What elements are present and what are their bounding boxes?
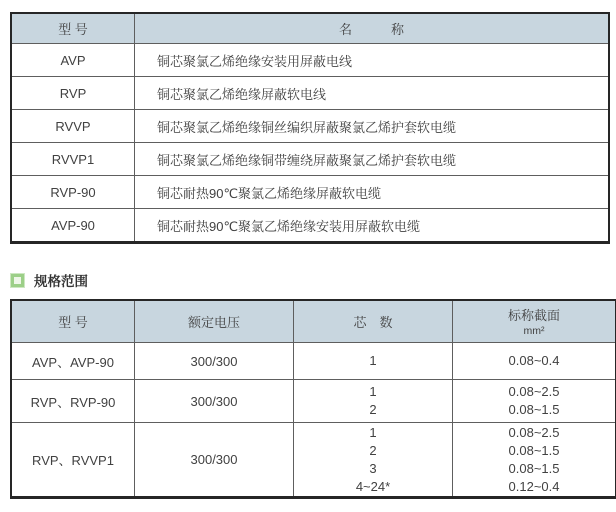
name-cell: 铜芯聚氯乙烯绝缘铜带缠绕屏蔽聚氯乙烯护套软电缆 — [135, 143, 610, 176]
table2-header-row — [11, 300, 616, 343]
model-cell: RVP、RVP-90 — [11, 380, 135, 423]
table-row — [11, 343, 616, 380]
table2-header-cores: 芯 数 — [294, 300, 453, 343]
model-cell: RVP — [11, 77, 135, 110]
cores-value: 2 — [369, 402, 377, 417]
table2-header-voltage: 额定电压 — [135, 300, 294, 343]
section-cell — [453, 380, 616, 423]
model-cell: RVVP1 — [11, 143, 135, 176]
table-row — [11, 44, 609, 77]
cores-cell — [294, 423, 453, 498]
section-header-unit: mm² — [523, 324, 545, 337]
table-row — [11, 423, 616, 498]
name-cell: 铜芯聚氯乙烯绝缘安装用屏蔽电线 — [135, 44, 610, 77]
cores-cell — [294, 343, 453, 380]
section-cell — [453, 423, 616, 498]
table-row — [11, 110, 609, 143]
section-cell — [453, 343, 616, 380]
cores-value: 1 — [369, 424, 377, 440]
table-row — [11, 209, 609, 243]
table1-header-name: 名 称 — [135, 13, 610, 44]
model-cell: RVP-90 — [11, 176, 135, 209]
table1-header-model: 型 号 — [11, 13, 135, 44]
section-title: 规格范围 — [34, 274, 88, 289]
table-row — [11, 380, 616, 423]
model-cell: AVP、AVP-90 — [11, 343, 135, 380]
cores-value: 4~24* — [355, 478, 391, 494]
cores-cell — [294, 380, 453, 423]
voltage-cell: 300/300 — [135, 423, 294, 498]
table1-header-row — [11, 13, 609, 44]
section-value: 0.08~1.5 — [508, 460, 560, 476]
table2-header-section — [453, 300, 616, 343]
name-cell: 铜芯聚氯乙烯绝缘屏蔽软电线 — [135, 77, 610, 110]
section-value: 0.08~0.4 — [508, 353, 560, 368]
name-cell: 铜芯耐热90℃聚氯乙烯绝缘屏蔽软电缆 — [135, 176, 610, 209]
section-value: 0.08~1.5 — [508, 442, 560, 458]
cores-value: 3 — [369, 460, 377, 476]
table-row — [11, 143, 609, 176]
name-cell: 铜芯聚氯乙烯绝缘铜丝编织屏蔽聚氯乙烯护套软电缆 — [135, 110, 610, 143]
section-header — [10, 271, 616, 289]
section-value: 0.08~2.5 — [508, 424, 560, 440]
table-row — [11, 176, 609, 209]
voltage-cell: 300/300 — [135, 380, 294, 423]
cores-value: 1 — [369, 353, 377, 368]
model-cell: AVP — [11, 44, 135, 77]
table-row — [11, 77, 609, 110]
section-value: 0.12~0.4 — [508, 478, 560, 494]
section-header-label: 标称截面 — [507, 307, 560, 323]
model-cell: AVP-90 — [11, 209, 135, 243]
cores-value: 1 — [369, 384, 377, 399]
model-name-table — [10, 12, 610, 244]
green-square-bullet-icon — [11, 274, 24, 287]
spec-range-table — [10, 299, 616, 499]
cores-value: 2 — [369, 442, 377, 458]
voltage-cell: 300/300 — [135, 343, 294, 380]
model-cell: RVVP — [11, 110, 135, 143]
table2-header-model: 型 号 — [11, 300, 135, 343]
model-cell: RVP、RVVP1 — [11, 423, 135, 498]
name-cell: 铜芯耐热90℃聚氯乙烯绝缘安装用屏蔽软电缆 — [135, 209, 610, 243]
section-value: 0.08~2.5 — [508, 384, 560, 399]
section-value: 0.08~1.5 — [508, 402, 560, 417]
